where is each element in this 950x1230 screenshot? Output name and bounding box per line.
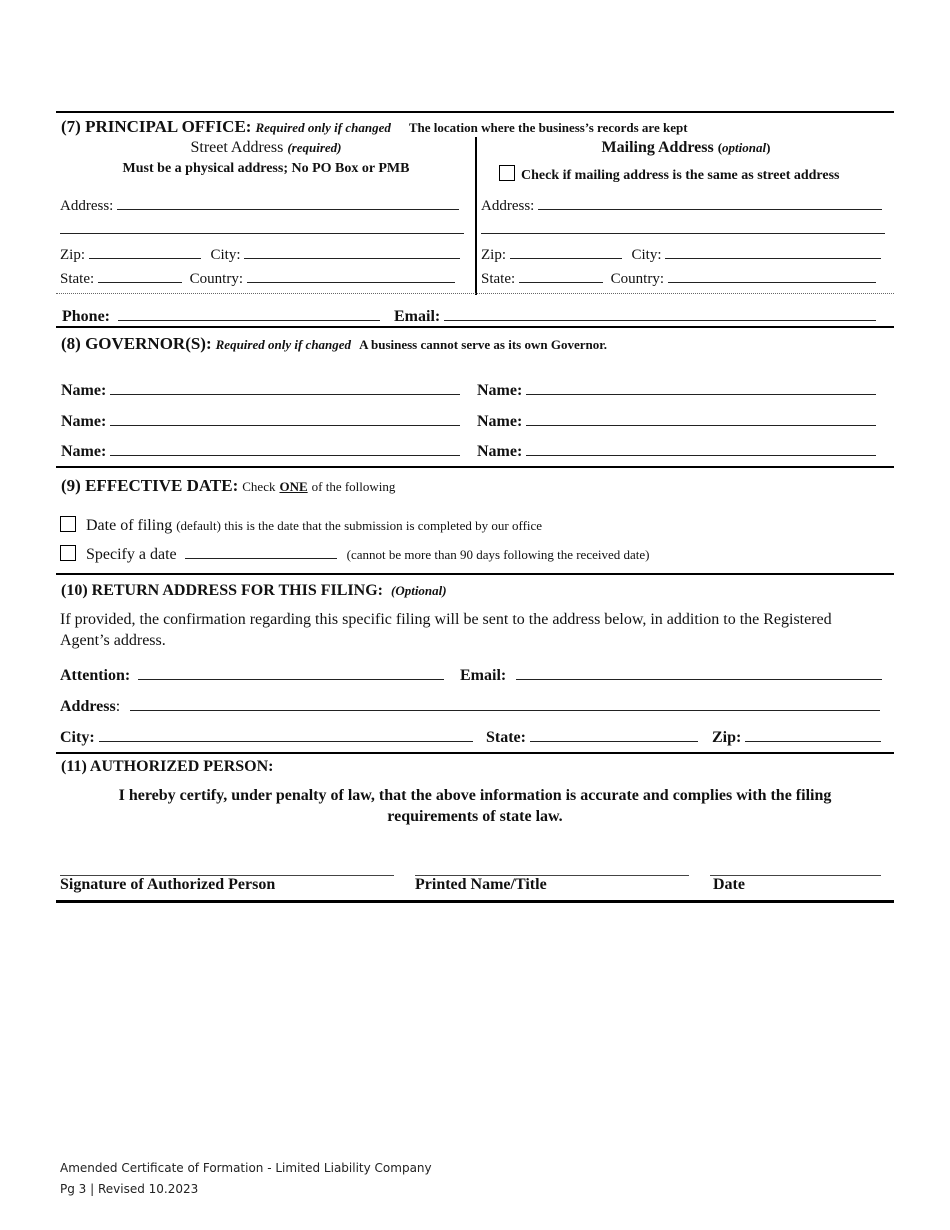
mailing-city-label: City: xyxy=(631,247,662,263)
section-7-heading: (7) PRINCIPAL OFFICE: xyxy=(61,117,252,136)
mailing-address-field[interactable] xyxy=(538,194,882,210)
return-email-line xyxy=(460,664,882,685)
date-of-filing-label: Date of filing xyxy=(86,517,173,534)
governor-row-1 xyxy=(61,379,460,400)
return-city-label: City: xyxy=(60,729,95,746)
street-city-field[interactable] xyxy=(244,243,460,259)
section-7-top-rule xyxy=(56,111,894,113)
footer-page-revision: Pg 3 | Revised 10.2023 xyxy=(60,1182,199,1196)
section-10-optional: (Optional) xyxy=(390,583,447,598)
section-10-top-rule xyxy=(56,573,894,575)
attention-field[interactable] xyxy=(138,664,444,680)
governor-name-label: Name: xyxy=(477,382,523,399)
date-of-filing-checkbox[interactable] xyxy=(60,516,76,532)
street-zip-city-line xyxy=(60,243,460,264)
section-9-heading: (9) EFFECTIVE DATE: xyxy=(61,476,239,495)
phone-email-line xyxy=(62,305,876,326)
section-9-of: of the following xyxy=(311,479,396,494)
street-state-country-line xyxy=(60,267,455,288)
street-address-subnote: Must be a physical address; No PO Box or PMB xyxy=(122,161,410,176)
date-of-filing-note: (default) this is the date that the submission is completed by our office xyxy=(176,518,543,533)
section-8-governor-note: A business cannot serve as its own Governor. xyxy=(359,337,608,352)
phone-field[interactable] xyxy=(118,305,380,321)
signature-label: Signature of Authorized Person xyxy=(60,876,276,893)
section-9-top-rule xyxy=(56,466,894,468)
attention-label: Attention: xyxy=(60,667,131,684)
governor-row-1-right xyxy=(477,379,876,400)
section-10-heading: (10) RETURN ADDRESS FOR THIS FILING: xyxy=(61,582,383,599)
governor-name-field[interactable] xyxy=(526,379,876,395)
mailing-zip-city-line xyxy=(481,243,881,264)
governor-name-label: Name: xyxy=(61,382,107,399)
certification-line-2: requirements of state law. xyxy=(387,808,563,825)
specify-date-field[interactable] xyxy=(185,543,337,559)
return-email-label: Email: xyxy=(460,667,507,684)
section-11-heading: (11) AUTHORIZED PERSON: xyxy=(61,758,274,775)
mailing-zip-field[interactable] xyxy=(510,243,622,259)
return-zip-label: Zip: xyxy=(712,729,742,746)
section-7-header xyxy=(61,117,688,137)
mailing-zip-label: Zip: xyxy=(481,247,506,263)
governor-name-field[interactable] xyxy=(110,379,460,395)
section-8-required-note: Required only if changed xyxy=(215,337,352,352)
section-8-top-rule xyxy=(56,326,894,328)
return-address-label: Address xyxy=(60,698,116,715)
governor-name-field[interactable] xyxy=(526,440,876,456)
street-address-heading xyxy=(56,139,476,157)
return-city-line xyxy=(60,726,473,747)
return-address-field[interactable] xyxy=(130,695,880,711)
street-address-line xyxy=(60,194,459,215)
section-11-bottom-rule xyxy=(56,900,894,903)
mailing-same-label: Check if mailing address is the same as street address xyxy=(521,168,840,183)
section-10-header xyxy=(61,582,447,600)
mailing-address-line xyxy=(481,194,882,215)
return-zip-line xyxy=(712,726,881,747)
street-address-label: Address: xyxy=(60,198,114,214)
governor-name-field[interactable] xyxy=(110,440,460,456)
return-address-line xyxy=(60,695,880,716)
mailing-state-country-line xyxy=(481,267,876,288)
section-11-top-rule xyxy=(56,752,894,754)
mailing-country-label: Country: xyxy=(610,271,665,287)
section-9-header xyxy=(61,476,395,496)
email-field[interactable] xyxy=(444,305,876,321)
section-10-desc-2: Agent’s address. xyxy=(60,632,166,649)
street-address-field-2[interactable] xyxy=(60,218,464,234)
phone-label: Phone: xyxy=(62,308,110,325)
mailing-address-heading: Mailing Address (optional) xyxy=(601,139,771,156)
governor-name-label: Name: xyxy=(477,413,523,430)
date-label: Date xyxy=(713,876,745,893)
specify-date-label: Specify a date xyxy=(86,546,177,563)
governor-name-field[interactable] xyxy=(526,410,876,426)
mailing-state-label: State: xyxy=(481,271,516,287)
street-address-required: (required) xyxy=(287,140,342,155)
return-zip-field[interactable] xyxy=(745,726,881,742)
effective-date-option-specify[interactable] xyxy=(60,543,649,564)
section-9-one: ONE xyxy=(279,479,308,494)
return-address-colon: : xyxy=(115,698,121,715)
section-7-records-note: The location where the business’s records are kept xyxy=(408,120,688,135)
street-address-title: Street Address xyxy=(190,139,284,156)
section-9-check: Check xyxy=(242,479,276,494)
governor-name-label: Name: xyxy=(61,443,107,460)
return-email-field[interactable] xyxy=(516,664,882,680)
mailing-same-checkbox-row[interactable] xyxy=(499,165,840,184)
return-state-line xyxy=(486,726,698,747)
governor-row-3-right xyxy=(477,440,876,461)
street-state-label: State: xyxy=(60,271,95,287)
section-8-heading: (8) GOVERNOR(S): xyxy=(61,334,212,353)
street-zip-label: Zip: xyxy=(60,247,85,263)
specify-date-note: (cannot be more than 90 days following the received date) xyxy=(346,547,650,562)
governor-row-2 xyxy=(61,410,460,431)
section-10-desc-1: If provided, the confirmation regarding this specific filing will be sent to the address below, in addition to the Registered xyxy=(60,611,832,628)
mailing-country-field[interactable] xyxy=(668,267,876,283)
certification-line-1: I hereby certify, under penalty of law, that the above information is accurate and complies with the filing xyxy=(118,787,832,804)
governor-row-2-right xyxy=(477,410,876,431)
mailing-address-field-2[interactable] xyxy=(481,218,885,234)
governor-row-3 xyxy=(61,440,460,461)
governor-name-field[interactable] xyxy=(110,410,460,426)
mailing-same-checkbox[interactable] xyxy=(499,165,515,181)
section-8-header xyxy=(61,334,607,354)
street-country-label: Country: xyxy=(189,271,244,287)
return-city-field[interactable] xyxy=(99,726,473,742)
email-label: Email: xyxy=(394,308,441,325)
street-state-field[interactable] xyxy=(98,267,182,283)
dotted-divider xyxy=(56,293,894,294)
mailing-address-label: Address: xyxy=(481,198,535,214)
column-divider xyxy=(475,137,477,295)
return-state-field[interactable] xyxy=(530,726,698,742)
footer-title: Amended Certificate of Formation - Limited Liability Company xyxy=(60,1161,432,1175)
return-state-label: State: xyxy=(486,729,526,746)
specify-date-checkbox[interactable] xyxy=(60,545,76,561)
street-country-field[interactable] xyxy=(247,267,455,283)
street-address-field[interactable] xyxy=(117,194,459,210)
mailing-address-optional: optional xyxy=(722,140,767,155)
mailing-state-field[interactable] xyxy=(519,267,603,283)
mailing-address-title: Mailing Address xyxy=(601,139,714,156)
mailing-city-field[interactable] xyxy=(665,243,881,259)
street-city-label: City: xyxy=(210,247,241,263)
effective-date-option-filing[interactable] xyxy=(60,516,542,535)
attention-line xyxy=(60,664,444,685)
governor-name-label: Name: xyxy=(61,413,107,430)
governor-name-label: Name: xyxy=(477,443,523,460)
section-7-required-note: Required only if changed xyxy=(255,120,391,135)
printed-name-label: Printed Name/Title xyxy=(415,876,547,893)
street-zip-field[interactable] xyxy=(89,243,201,259)
